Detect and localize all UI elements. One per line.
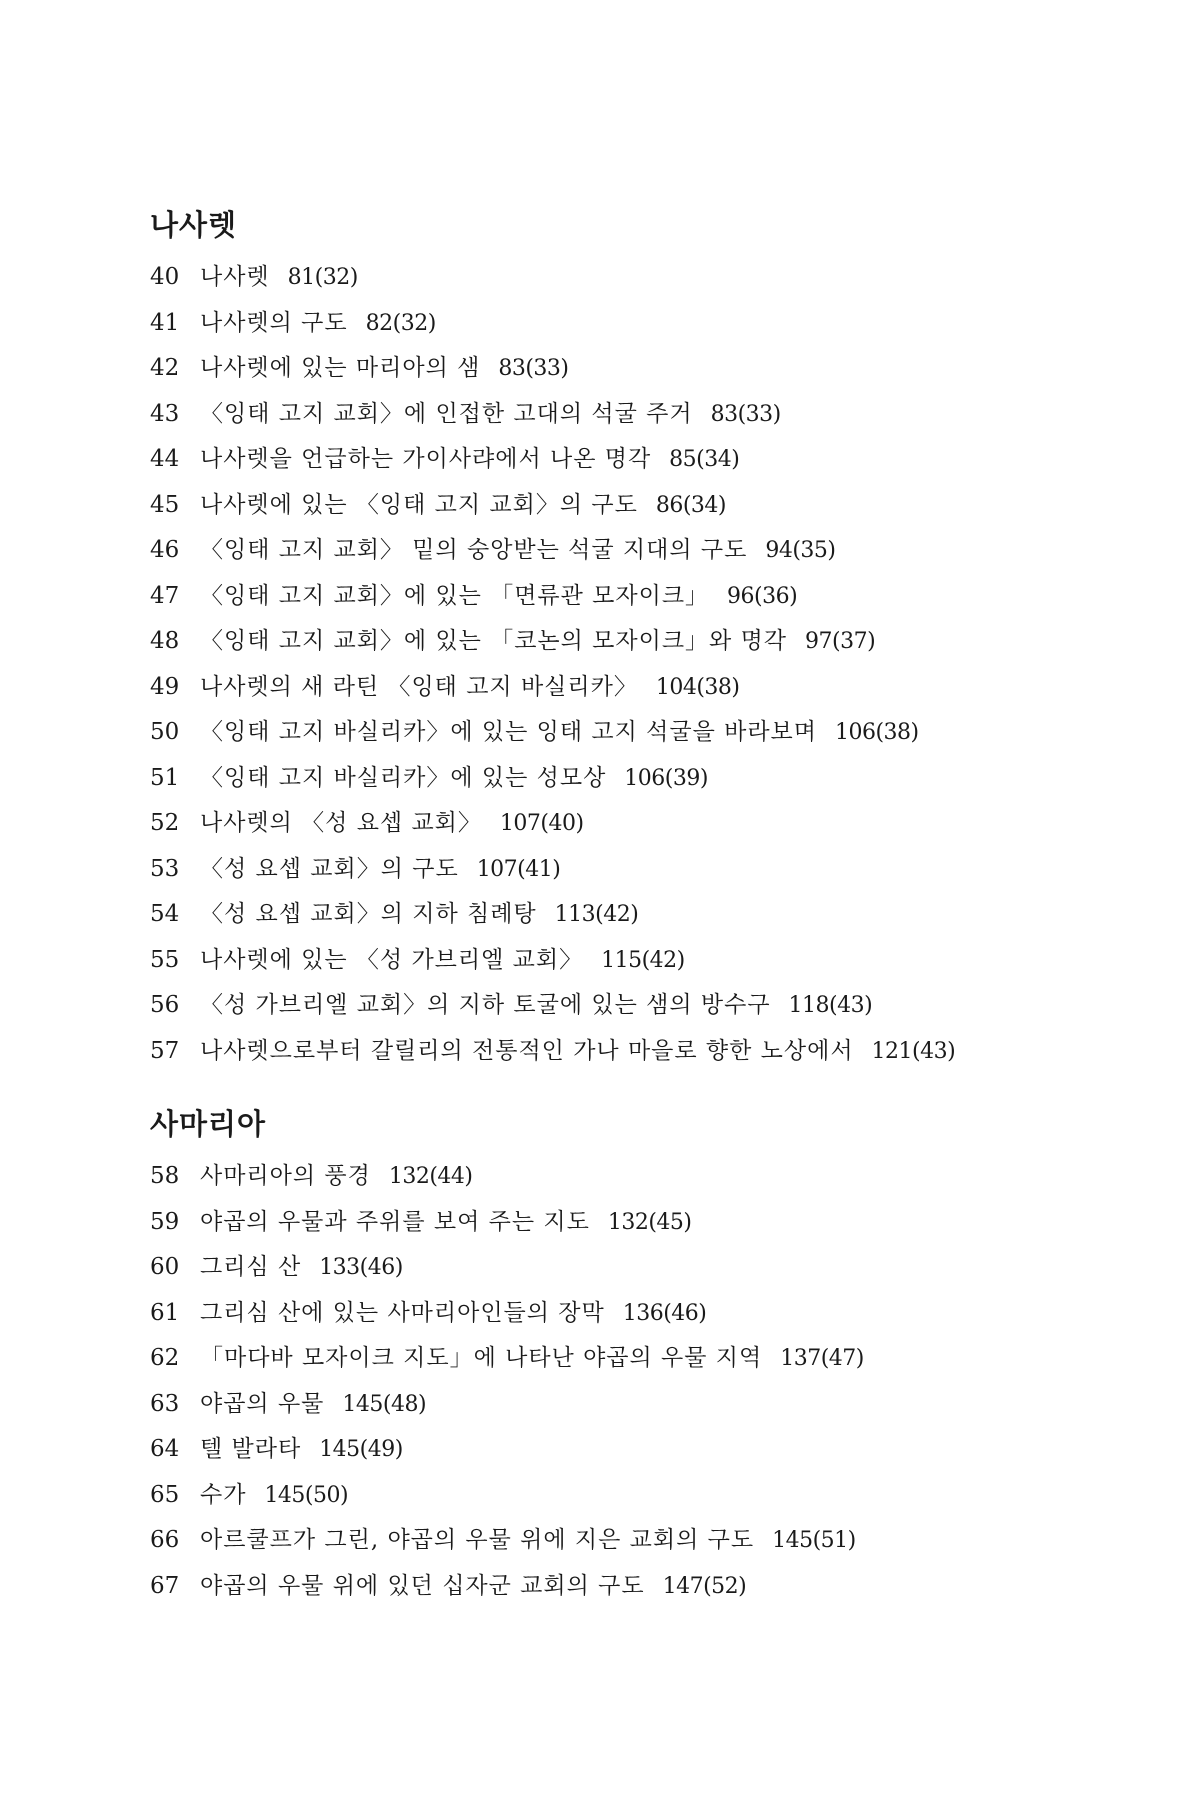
figure-caption: 수가 (200, 1481, 247, 1508)
figure-caption: 나사렛 (200, 264, 270, 290)
figure-caption: 나사렛을 언급하는 가이사랴에서 나온 명각 (200, 446, 652, 472)
page-reference: 96(36) (727, 583, 798, 609)
figure-number: 59 (150, 1208, 180, 1235)
figure-number: 67 (150, 1572, 180, 1599)
figure-number: 52 (150, 810, 180, 836)
figure-caption: 나사렛의 구도 (200, 309, 348, 336)
figure-caption: 야곱의 우물 위에 있던 십자군 교회의 구도 (200, 1572, 645, 1599)
list-item (150, 892, 1150, 938)
figure-caption: 〈잉태 고지 교회〉 밑의 숭앙받는 석굴 지대의 구도 (200, 537, 748, 563)
list-item (150, 437, 1150, 483)
figure-caption: 그리심 산에 있는 사마리아인들의 장막 (200, 1299, 605, 1326)
figure-caption: 〈성 요셉 교회〉의 구도 (200, 855, 459, 882)
page-reference: 107(41) (476, 856, 561, 882)
page-reference: 121(43) (871, 1038, 956, 1064)
figure-number: 42 (150, 355, 180, 381)
list-item (150, 756, 1150, 802)
figure-number: 64 (150, 1436, 180, 1462)
figure-caption: 그리심 산 (200, 1254, 302, 1280)
list-item (150, 938, 1150, 984)
list-item (150, 847, 1150, 893)
figure-number: 44 (150, 446, 180, 472)
list-item (150, 665, 1150, 711)
figure-caption: 나사렛의 〈성 요셉 교회〉 (200, 810, 482, 836)
page-reference: 145(51) (772, 1528, 856, 1553)
page-reference: 137(47) (780, 1346, 864, 1371)
list-item (150, 619, 1150, 665)
figure-caption: 「마다바 모자이크 지도」에 나타난 야곱의 우물 지역 (200, 1345, 763, 1371)
page-reference: 132(44) (388, 1164, 473, 1189)
figure-number: 63 (150, 1390, 180, 1417)
figure-list (150, 1154, 1150, 1609)
list-item (150, 1245, 1150, 1291)
list-item (150, 392, 1150, 438)
figure-number: 55 (150, 946, 180, 973)
figure-caption: 〈성 가브리엘 교회〉의 지하 토굴에 있는 샘의 방수구 (200, 992, 771, 1018)
figure-caption: 〈잉태 고지 바실리카〉에 있는 잉태 고지 석굴을 바라보며 (200, 719, 817, 745)
list-item (150, 1564, 1150, 1610)
list-item (150, 1336, 1150, 1382)
figure-number: 61 (150, 1299, 180, 1326)
figure-index-page (150, 205, 1150, 1609)
figure-number: 45 (150, 491, 180, 518)
page-reference: 133(46) (319, 1255, 403, 1280)
figure-number: 62 (150, 1345, 180, 1371)
list-item (150, 1029, 1150, 1075)
section-title: 사마리아 (150, 1107, 267, 1141)
figure-caption: 〈성 요셉 교회〉의 지하 침례탕 (200, 901, 537, 927)
figure-caption: 텔 발라타 (200, 1436, 302, 1462)
list-item (150, 346, 1150, 392)
figure-caption: 아르쿨프가 그린, 야곱의 우물 위에 지은 교회의 구도 (200, 1527, 755, 1553)
list-item (150, 983, 1150, 1029)
figure-number: 51 (150, 764, 180, 791)
page-reference: 85(34) (669, 447, 740, 472)
figure-number: 66 (150, 1527, 180, 1553)
figure-caption: 〈잉태 고지 교회〉에 있는 「면류관 모자이크」 (200, 582, 710, 609)
page-reference: 118(43) (788, 993, 873, 1018)
figure-caption: 〈잉태 고지 교회〉에 인접한 고대의 석굴 주거 (200, 400, 693, 427)
page-reference: 106(39) (624, 765, 708, 791)
list-item (150, 1427, 1150, 1473)
figure-caption: 〈잉태 고지 바실리카〉에 있는 성모상 (200, 764, 607, 791)
list-item (150, 483, 1150, 529)
page-reference: 83(33) (498, 356, 569, 381)
figure-number: 48 (150, 628, 180, 654)
list-item (150, 1200, 1150, 1246)
figure-caption: 〈잉태 고지 교회〉에 있는 「코논의 모자이크」와 명각 (200, 628, 788, 654)
page-reference: 113(42) (554, 902, 639, 927)
list-item (150, 1382, 1150, 1428)
page-reference: 147(52) (662, 1573, 747, 1599)
figure-caption: 야곱의 우물 (200, 1390, 325, 1417)
figure-number: 57 (150, 1037, 180, 1064)
figure-caption: 나사렛으로부터 갈릴리의 전통적인 가나 마을로 향한 노상에서 (200, 1037, 854, 1064)
figure-caption: 나사렛의 새 라틴 〈잉태 고지 바실리카〉 (200, 673, 638, 700)
section-samaria (150, 1104, 1150, 1609)
figure-list (150, 255, 1150, 1074)
figure-number: 50 (150, 719, 180, 745)
figure-number: 54 (150, 901, 180, 927)
list-item (150, 528, 1150, 574)
list-item (150, 801, 1150, 847)
figure-number: 53 (150, 855, 180, 882)
page-reference: 136(46) (622, 1300, 707, 1326)
page-reference: 132(45) (607, 1209, 692, 1235)
page-reference: 86(34) (655, 492, 726, 518)
figure-number: 41 (150, 309, 180, 336)
page-reference: 104(38) (655, 674, 740, 700)
section-nazareth (150, 205, 1150, 1074)
page-reference: 145(48) (342, 1391, 427, 1417)
list-item (150, 1154, 1150, 1200)
figure-number: 60 (150, 1254, 180, 1280)
page-reference: 82(32) (365, 310, 436, 336)
page-reference: 145(49) (319, 1437, 403, 1462)
page-reference: 81(32) (287, 265, 358, 290)
list-item (150, 1473, 1150, 1519)
list-item (150, 255, 1150, 301)
page-reference: 145(50) (264, 1482, 349, 1508)
page-reference: 115(42) (601, 947, 685, 973)
page-reference: 107(40) (499, 811, 584, 836)
section-title: 나사렛 (150, 208, 238, 242)
page-reference: 83(33) (710, 401, 781, 427)
page-reference: 106(38) (834, 720, 919, 745)
list-item (150, 1518, 1150, 1564)
figure-number: 49 (150, 673, 180, 700)
page-reference: 97(37) (805, 629, 876, 654)
figure-caption: 나사렛에 있는 〈성 가브리엘 교회〉 (200, 946, 584, 973)
figure-number: 65 (150, 1481, 180, 1508)
figure-caption: 나사렛에 있는 〈잉태 고지 교회〉의 구도 (200, 491, 638, 518)
list-item (150, 1291, 1150, 1337)
page-reference: 94(35) (765, 538, 836, 563)
figure-number: 46 (150, 537, 180, 563)
figure-caption: 사마리아의 풍경 (200, 1163, 371, 1189)
figure-caption: 야곱의 우물과 주위를 보여 주는 지도 (200, 1208, 590, 1235)
figure-caption: 나사렛에 있는 마리아의 샘 (200, 355, 481, 381)
figure-number: 47 (150, 582, 180, 609)
figure-number: 43 (150, 400, 180, 427)
list-item (150, 710, 1150, 756)
figure-number: 40 (150, 264, 180, 290)
list-item (150, 574, 1150, 620)
figure-number: 58 (150, 1163, 180, 1189)
list-item (150, 301, 1150, 347)
figure-number: 56 (150, 992, 180, 1018)
